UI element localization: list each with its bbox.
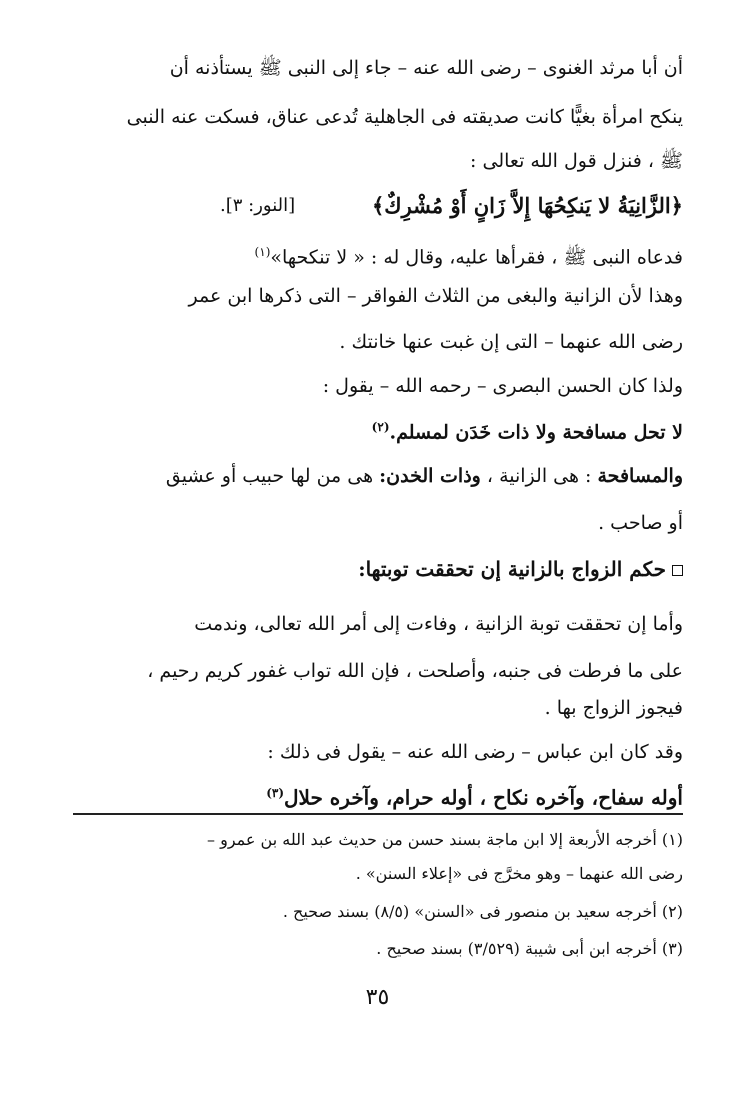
bullet-square-icon (672, 565, 683, 576)
footnote-1-line-1: (١) أخرجه الأربعة إلا ابن ماجة بسند حسن من حديث عبد الله بن عمرو – (207, 830, 683, 849)
footnote-divider (73, 813, 683, 815)
definition-1: : هى الزانية ، (480, 465, 598, 487)
body-line-8: ولذا كان الحسن البصرى – رحمه الله – يقول : (322, 375, 683, 397)
body-line-3: ﷺ ، فنزل قول الله تعالى : (470, 150, 683, 172)
footnote-1-line-2: رضى الله عنهما – وهو مخرَّج فى «إعلاء السنن» . (355, 864, 683, 883)
term-dhat-khidn: وذات الخدن: (379, 465, 481, 487)
footnote-ref-2: (٢) (371, 420, 390, 434)
ibn-abbas-quote: أوله سفاح، وآخره نكاح ، أوله حرام، وآخره حلال (284, 785, 683, 810)
footnote-ref-3: (٣) (266, 786, 285, 800)
quran-verse-line (100, 190, 683, 223)
term-musafiha: والمسافحة (597, 465, 683, 487)
prophet-response: فدعاه النبى ﷺ ، فقرأها عليه، وقال له : « لا تنكحها» (270, 246, 683, 269)
body-line-1: أن أبا مرثد الغنوى – رضى الله عنه – جاء إلى النبى ﷺ يستأذنه أن (169, 57, 683, 79)
definition-2: هى من لها حبيب أو عشيق (165, 465, 380, 487)
body-line-14: على ما فرطت فى جنبه، وأصلحت ، فإن الله تواب غفور كريم رحيم ، (147, 660, 683, 682)
footnote-ref-1: (١) (254, 245, 271, 259)
body-line-17 (100, 777, 683, 814)
footnote-3: (٣) أخرجه ابن أبى شيبة (٣/٥٢٩) بسند صحيح . (376, 939, 683, 958)
body-line-2: ينكح امرأة بغيًّا كانت صديقته فى الجاهلية تُدعى عناق، فسكت عنه النبى (126, 106, 683, 128)
section-heading (100, 553, 683, 585)
body-line-9 (100, 411, 683, 448)
body-line-6: وهذا لأن الزانية والبغى من الثلاث الفواقر – التى ذكرها ابن عمر (188, 285, 683, 307)
page-number: ٣٥ (365, 985, 390, 1010)
body-line-5 (100, 236, 683, 273)
section-heading-text: حكم الزواج بالزانية إن تحققت توبتها: (358, 557, 666, 581)
body-line-11: أو صاحب . (598, 512, 683, 534)
quran-verse: ﴿الزَّانِيَةُ لا يَنكِحُهَا إِلاَّ زَانٍ أَوْ مُشْرِكٌ﴾ (371, 193, 683, 218)
body-line-7: رضى الله عنهما – التى إن غبت عنها خانتك . (339, 331, 683, 353)
hasan-quote: لا تحل مسافحة ولا ذات خَدَن لمسلم. (389, 421, 683, 444)
body-line-13: وأما إن تحققت توبة الزانية ، وفاءت إلى أمر الله تعالى، وندمت (194, 613, 683, 635)
body-line-15: فيجوز الزواج بها . (544, 697, 683, 719)
body-line-16: وقد كان ابن عباس – رضى الله عنه – يقول فى ذلك : (267, 741, 683, 763)
verse-reference: [النور: ٣]. (220, 195, 296, 216)
body-line-10 (100, 460, 683, 492)
footnote-2: (٢) أخرجه سعيد بن منصور فى «السنن» (٨/٥) بسند صحيح . (282, 902, 683, 921)
